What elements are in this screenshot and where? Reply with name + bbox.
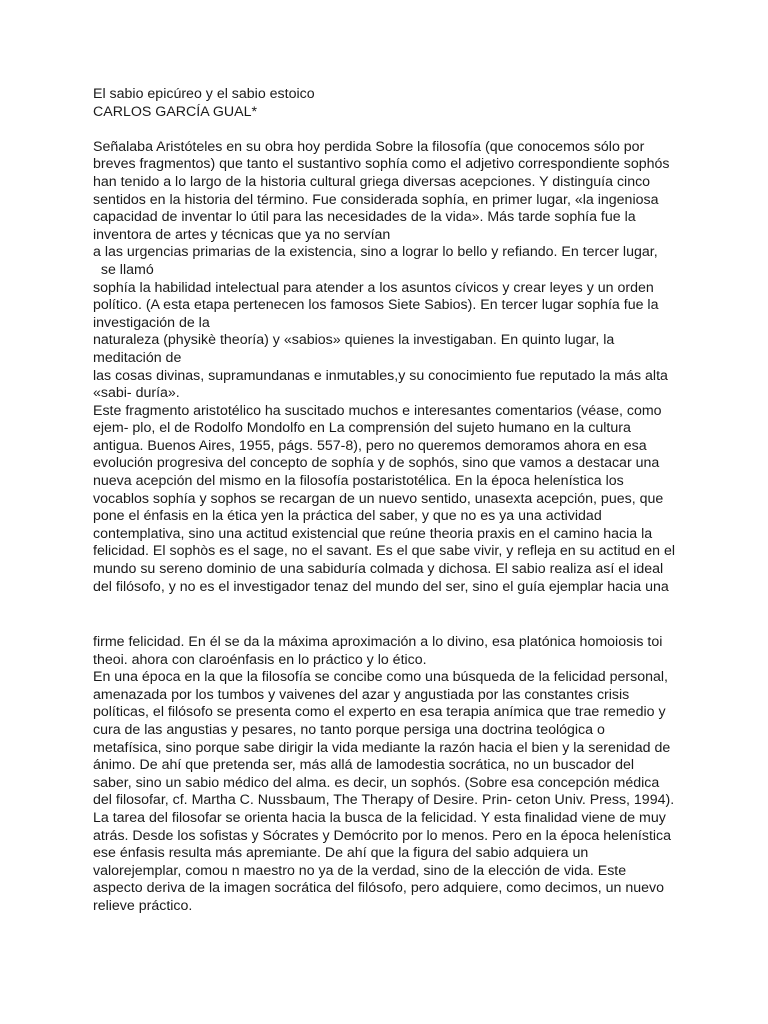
body-line: sophía la habilidad intelectual para atender a los asuntos cívicos y crear leyes y un orden — [93, 279, 654, 296]
body-line: metafísica, sino porque sabe dirigir la vida mediante la razón hacia el bien y la serenidad de — [93, 739, 671, 756]
body-line: antigua. Buenos Aires, 1955, págs. 557-8), pero no queremos demoramos ahora en esa — [93, 437, 647, 454]
body-line: ejem- plo, el de Rodolfo Mondolfo en La comprensión del sujeto humano en la cultura — [93, 420, 631, 437]
body-line: saber, sino un sabio médico del alma. es decir, un sophós. (Sobre esa concepción médica — [93, 774, 660, 791]
body-line: firme felicidad. En él se da la máxima aproximación a lo divino, esa platónica homoiosis toi — [93, 634, 663, 650]
body-line: valorejemplar, comou n maestro no ya de la verdad, sino de la elección de vida. Este — [93, 862, 627, 879]
document-author: CARLOS GARCÍA GUAL* — [93, 103, 257, 120]
body-line: inventora de artes y técnicas que ya no servían — [93, 226, 391, 243]
body-line: atrás. Desde los sofistas y Sócrates y Demócrito por lo menos. Pero en la época helenística — [93, 827, 672, 844]
body-line: investigación de la — [93, 314, 210, 331]
body-line: político. (A esta etapa pertenecen los famosos Siete Sabios). En tercer lugar sophía fue la — [93, 297, 659, 314]
body-line: naturaleza (physikè theoría) y «sabios» quienes la investigaban. En quinto lugar, la — [93, 332, 615, 349]
body-line: aspecto deriva de la imagen socrática del filósofo, pero adquiere, como decimos, un nuevo — [93, 880, 664, 897]
body-line: cura de las angustias y pesares, no tanto porque persiga una doctrina teológica o — [93, 721, 605, 738]
body-line: En una época en la que la filosofía se concibe como una búsqueda de la felicidad personal, — [93, 669, 668, 686]
blank-line — [93, 121, 683, 139]
body-line: del filósofo, y no es el investigador tenaz del mundo del ser, sino el guía ejemplar hacia una — [93, 578, 669, 595]
body-line: ánimo. De ahí que pretenda ser, más allá de lamodestia socrática, no un buscador del — [93, 757, 635, 774]
body-line: capacidad de inventar lo útil para las necesidades de la vida». Más tarde sophía fue la — [93, 209, 636, 226]
body-line: han tenido a lo largo de la historia cultural griega diversas acepciones. Y distinguía cinco — [93, 173, 651, 190]
body-line: La tarea del filosofar se orienta hacia la busca de la felicidad. Y esta finalidad viene de muy — [93, 809, 666, 826]
body-line: nueva acepción del mismo en la filosofía postaristotélica. En la época helenística los — [93, 473, 624, 490]
text-block-2 — [93, 634, 683, 916]
body-line: theoi. ahora con claroénfasis en lo práctico y lo ético. — [93, 651, 427, 668]
body-line: evolución progresiva del concepto de sophía y de sophós, sino que vamos a destacar una — [93, 455, 660, 472]
body-line: Señalaba Aristóteles en su obra hoy perdida Sobre la filosofía (que conocemos sólo por — [93, 138, 645, 155]
body-line: breves fragmentos) que tanto el sustantivo sophía como el adjetivo correspondiente sophós — [93, 156, 670, 173]
body-line: Este fragmento aristotélico ha suscitado muchos e interesantes comentarios (véase, como — [93, 402, 662, 419]
body-line: ese énfasis resulta más apremiante. De ahí que la figura del sabio adquiera un — [93, 845, 589, 862]
body-line: sentidos en la historia del término. Fue considerada sophía, en primer lugar, «la ingeniosa — [93, 191, 659, 208]
body-line: pone el énfasis en la ética yen la práctica del saber, y que no es ya una actividad — [93, 508, 602, 525]
body-line: amenazada por los tumbos y vaivenes del azar y angustiada por las constantes crisis — [93, 686, 630, 703]
body-line: del filosofar, cf. Martha C. Nussbaum, The Therapy of Desire. Prin- ceton Univ. Press, 1994). — [93, 792, 675, 809]
document-title: El sabio epicúreo y el sabio estoico — [93, 86, 315, 102]
body-line: se llamó — [93, 261, 154, 278]
body-line: relieve práctico. — [93, 897, 193, 914]
body-line: a las urgencias primarias de la existencia, sino a lograr lo bello y refiando. En tercer lugar, — [93, 244, 658, 261]
text-block-1 — [93, 86, 683, 596]
body-line: meditación de — [93, 349, 182, 366]
body-line: políticas, el filósofo se presenta como el experto en esa terapia anímica que trae remedio y — [93, 704, 666, 721]
body-line: las cosas divinas, supramundanas e inmutables,y su conocimiento fue reputado la más alta — [93, 367, 668, 384]
body-line: contemplativa, sino una actitud existencial que reúne theoria praxis en el camino hacia la — [93, 525, 653, 542]
body-line: mundo su sereno dominio de una sabiduría colmada y dichosa. El sabio realiza así el ideal — [93, 561, 664, 578]
body-line: «sabi- duría». — [93, 385, 180, 402]
body-line: vocablos sophía y sophos se recargan de un nuevo sentido, unasexta acepción, pues, que — [93, 490, 664, 507]
body-line: felicidad. El sophòs es el sage, no el savant. Es el que sabe vivir, y refleja en su actitud en el — [93, 543, 676, 560]
